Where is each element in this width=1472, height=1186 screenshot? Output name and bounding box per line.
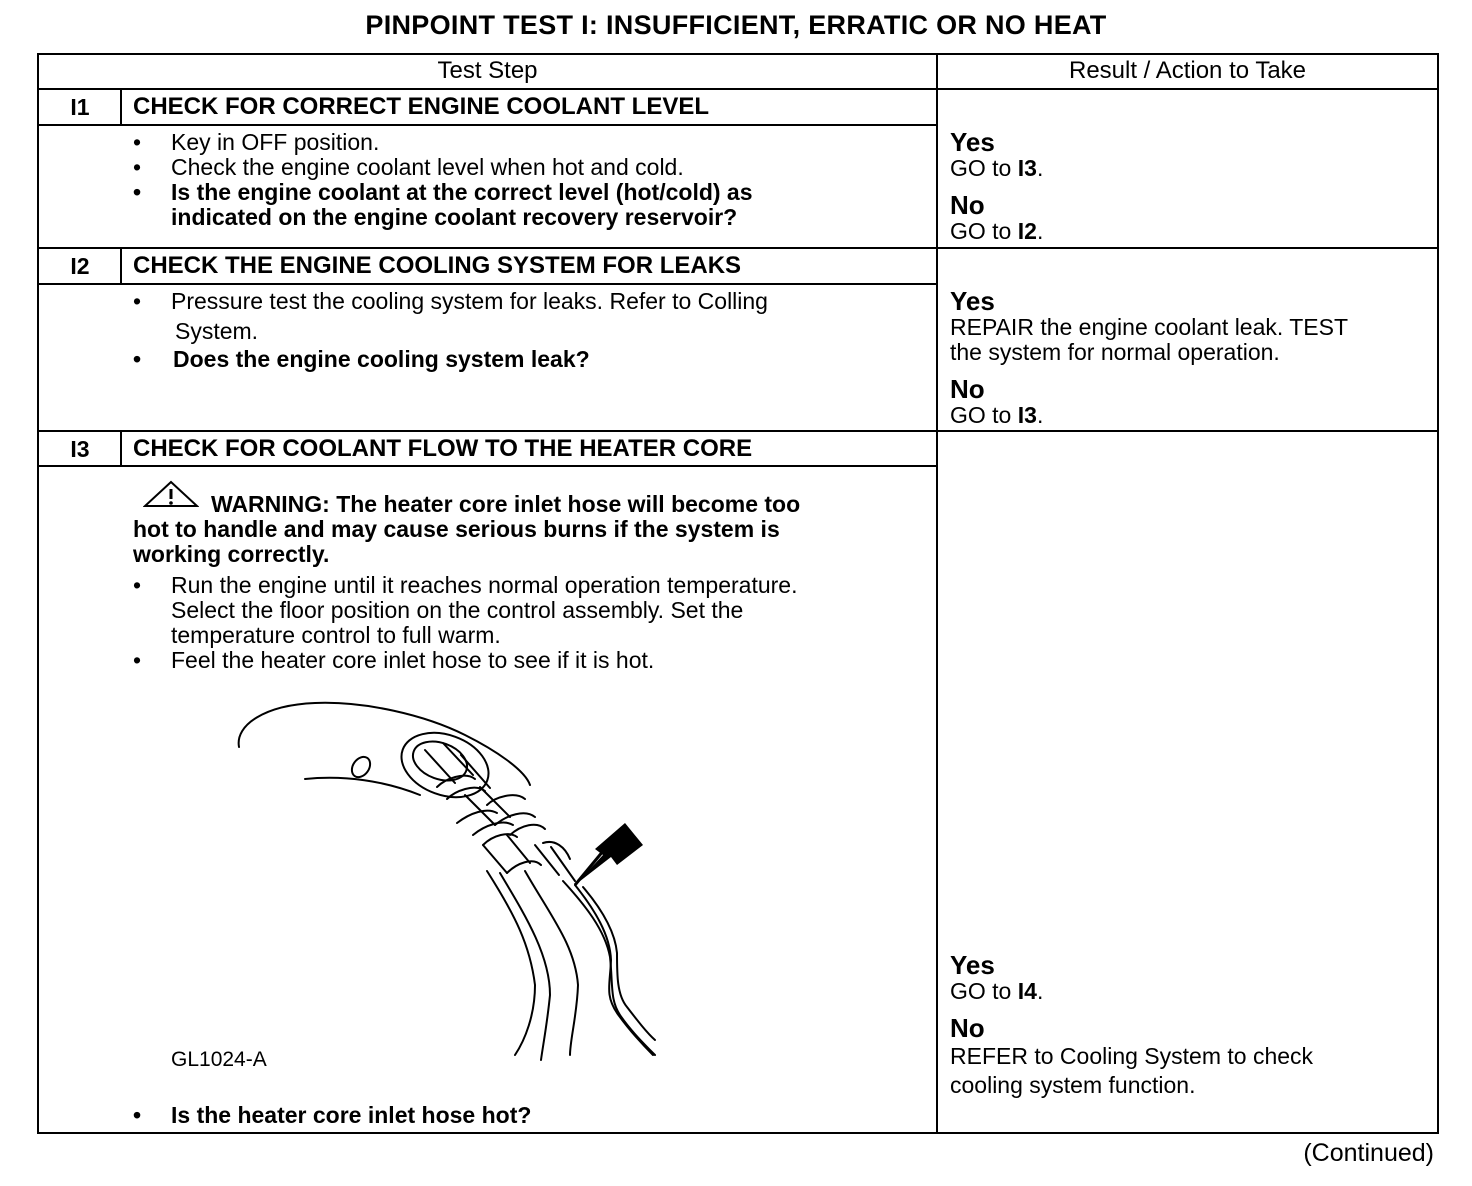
result-yes-label: Yes [950, 286, 995, 316]
step-title: CHECK THE ENGINE COOLING SYSTEM FOR LEAKS [133, 252, 742, 279]
step-title: CHECK FOR CORRECT ENGINE COOLANT LEVEL [133, 93, 710, 120]
result-block [950, 951, 1430, 1100]
bullet-question: • Is the heater core inlet hose hot? [133, 1102, 532, 1128]
bullet-item-cont: Select the floor position on the control assembly. Set the [171, 597, 744, 623]
heater-hose-illustration [225, 695, 685, 1065]
header-test-step: Test Step [437, 57, 538, 84]
step-title: CHECK FOR COOLANT FLOW TO THE HEATER CORE [133, 435, 753, 462]
result-yes-label: Yes [950, 950, 995, 980]
step-id: I3 [70, 436, 90, 462]
result-no-label: No [950, 190, 985, 220]
figure-label: GL1024-A [171, 1048, 267, 1071]
bullet-question: • Is the engine coolant at the correct level (hot/cold) as [133, 179, 753, 205]
bullet-item: • Feel the heater core inlet hose to see if it is hot. [133, 647, 655, 673]
step-instructions [133, 130, 923, 240]
bullet-item-cont: System. [175, 318, 259, 344]
step-instructions [133, 573, 923, 683]
result-no-action-line: REFER to Cooling System to check [950, 1043, 1314, 1069]
result-yes-action-line: REPAIR the engine coolant leak. TEST [950, 314, 1349, 340]
page-title: PINPOINT TEST I: INSUFFICIENT, ERRATIC OR NO HEAT [365, 10, 1107, 40]
bullet-item: • Run the engine until it reaches normal operation temperature. [133, 572, 798, 598]
bullet-icon: • [133, 129, 142, 155]
bullet-icon: • [133, 647, 142, 673]
bullet-item: • Pressure test the cooling system for leaks. Refer to Colling [133, 288, 768, 314]
result-yes-action: GO to I3. [950, 155, 1044, 181]
result-no-action: GO to I3. [950, 402, 1044, 428]
step-instructions [133, 289, 923, 389]
bullet-icon: • [133, 154, 142, 180]
bullet-question-cont: indicated on the engine coolant recovery reservoir? [171, 204, 738, 230]
result-no-action: GO to I2. [950, 218, 1044, 244]
warning-triangle-icon [143, 480, 199, 508]
step-id: I1 [70, 94, 90, 120]
bullet-icon: • [133, 1102, 142, 1128]
header-result-action: Result / Action to Take [1068, 57, 1307, 84]
result-yes-label: Yes [950, 127, 995, 157]
result-no-label: No [950, 1013, 985, 1043]
bullet-item: • Check the engine coolant level when hot and cold. [133, 154, 684, 180]
bullet-icon: • [133, 572, 142, 598]
result-yes-action: GO to I4. [950, 978, 1044, 1004]
bullet-question: • Does the engine cooling system leak? [133, 346, 590, 372]
bullet-icon: • [133, 288, 142, 314]
warning-block: WARNING: The heater core inlet hose will become too hot to handle and may cause serious burns if the system is working correctly. [133, 480, 923, 565]
bullet-item: • Key in OFF position. [133, 129, 380, 155]
bullet-icon: • [133, 179, 142, 205]
result-block [950, 128, 1430, 244]
result-yes-action-line: the system for normal operation. [950, 339, 1280, 365]
result-block [950, 287, 1430, 428]
result-no-label: No [950, 374, 985, 404]
bullet-icon: • [133, 346, 142, 372]
continued-label: (Continued) [1303, 1139, 1434, 1167]
bullet-item-cont: temperature control to full warm. [171, 622, 501, 648]
result-no-action-line: cooling system function. [950, 1072, 1196, 1098]
step-id: I2 [70, 253, 90, 279]
